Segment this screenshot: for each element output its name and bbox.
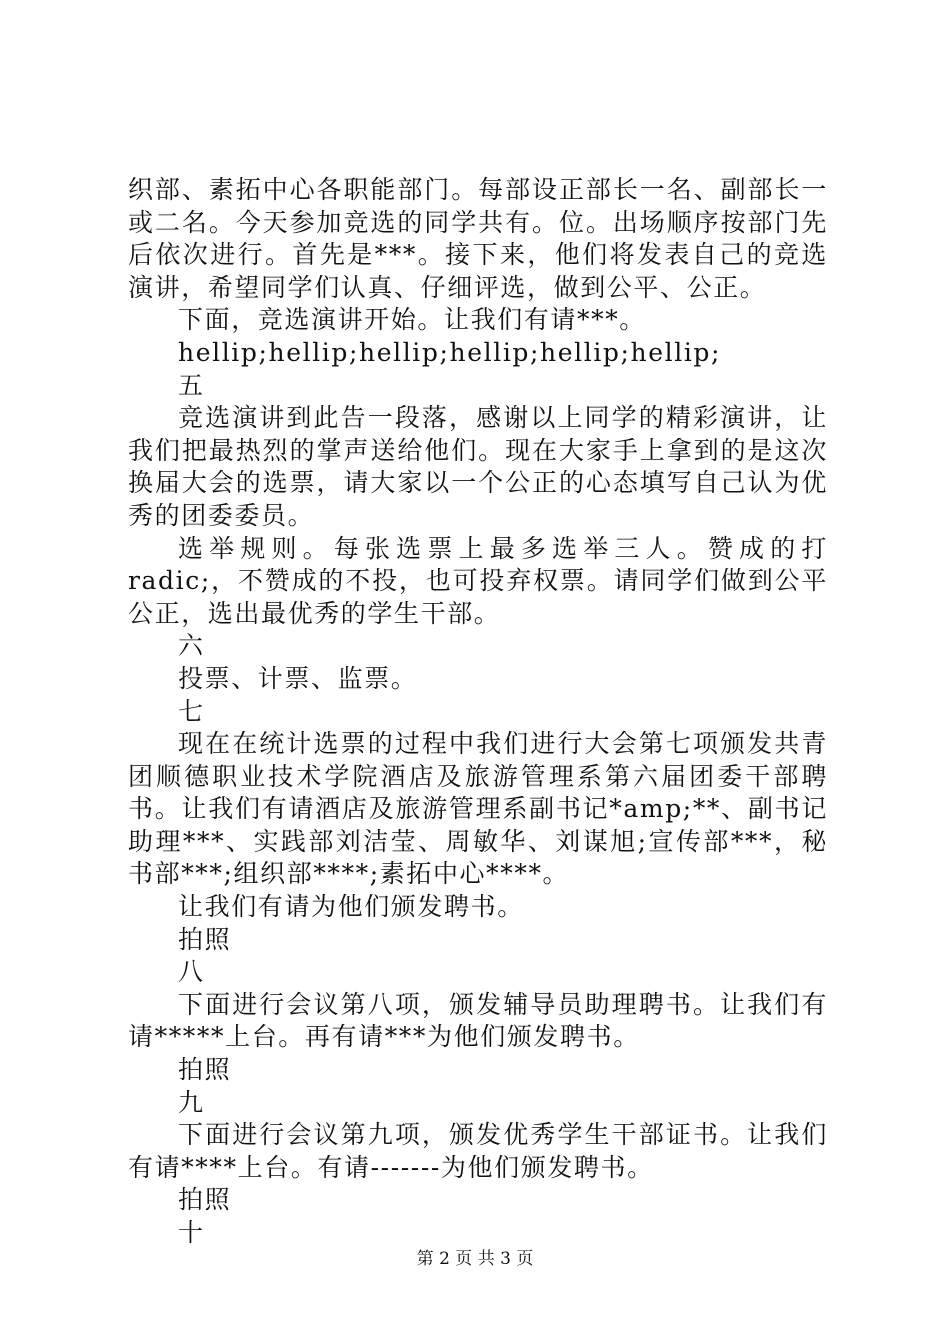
paragraph: 让我们有请为他们颁发聘书。 (178, 892, 524, 922)
paragraph: 拍照 (178, 1185, 232, 1215)
paragraph: 选举规则。每张选票上最多选举三人。赞成的打 radic;，不赞成的不投，也可投弃权票。请同学们做到公平公正，选出最优秀的学生干部。 (128, 533, 828, 628)
document-body (128, 174, 828, 1250)
section-number: 六 (178, 631, 205, 661)
paragraph: 现在在统计选票的过程中我们进行大会第七项颁发共青团顺德职业技术学院酒店及旅游管理系第六届团委干部聘书。让我们有请酒店及旅游管理系副书记*amp;**、副书记助理***、实践部刘洁莹、周敏华、刘谋旭;宣传部***，秘书部***;组织部****;素拓中心****。 (128, 729, 828, 889)
paragraph: 下面，竞选演讲开始。让我们有请***。 (178, 305, 646, 335)
section-number: 七 (178, 696, 205, 726)
section-number: 八 (178, 957, 205, 987)
paragraph: 竞选演讲到此告一段落，感谢以上同学的精彩演讲，让我们把最热烈的掌声送给他们。现在大家手上拿到的是这次换届大会的选票，请大家以一个公正的心态填写自己认为优秀的团委委员。 (128, 403, 828, 530)
section-number: 五 (178, 370, 205, 400)
paragraph: 下面进行会议第八项，颁发辅导员助理聘书。让我们有请*****上台。再有请***为他们颁发聘书。 (128, 989, 828, 1052)
paragraph-continuation: 织部、素拓中心各职能部门。每部设正部长一名、副部长一或二名。今天参加竞选的同学共有。位。出场顺序按部门先后依次进行。首先是***。接下来，他们将发表自己的竞选演讲，希望同学们认真、仔细评选，做到公平、公正。 (128, 175, 828, 302)
paragraph: 拍照 (178, 1055, 232, 1085)
paragraph: 下面进行会议第九项，颁发优秀学生干部证书。让我们有请****上台。有请-------为他们颁发聘书。 (128, 1120, 828, 1182)
section-number: 九 (178, 1087, 205, 1117)
paragraph: hellip;hellip;hellip;hellip;hellip;hellip; (178, 337, 722, 367)
paragraph: 投票、计票、监票。 (178, 663, 418, 693)
section-number: 十 (178, 1218, 205, 1247)
page-footer: 第 2 页 共 3 页 (416, 1249, 534, 1269)
paragraph: 拍照 (178, 924, 232, 954)
